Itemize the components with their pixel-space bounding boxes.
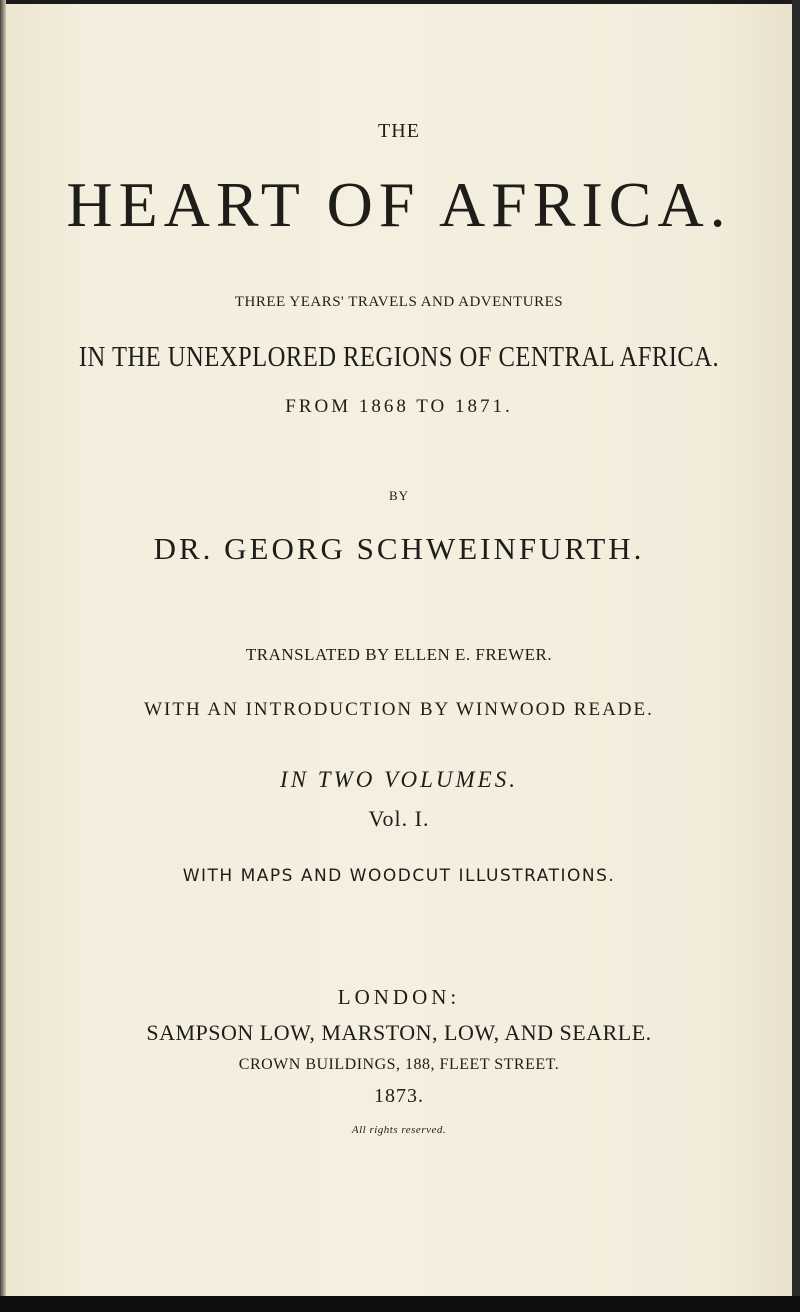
imprint-city: LONDON: [337,985,461,1009]
volume-number: Vol. I. [368,806,430,831]
dates-line: FROM 1868 TO 1871. [285,396,513,417]
page-bottom-edge [0,1296,800,1312]
translator-line: TRANSLATED BY ELLEN E. FREWER. [245,645,553,664]
volumes-line: IN TWO VOLUMES. [280,767,518,792]
rights-notice: All rights reserved. [351,1124,447,1136]
introduction-line: WITH AN INTRODUCTION BY WINWOOD READE. [144,699,654,720]
page-right-edge [792,0,800,1312]
title-the: THE [378,120,420,142]
illustrations-line: WITH MAPS AND WOODCUT ILLUSTRATIONS. [182,866,616,886]
author-name: DR. GEORG SCHWEINFURTH. [153,531,645,566]
imprint-year: 1873. [374,1085,424,1107]
by-line: BY [388,488,410,503]
title-page [6,4,792,1296]
region-line: IN THE UNEXPLORED REGIONS OF CENTRAL AFRICA. [78,342,720,373]
imprint-publisher: SAMPSON LOW, MARSTON, LOW, AND SEARLE. [146,1020,652,1045]
book-subtitle: THREE YEARS' TRAVELS AND ADVENTURES [234,294,564,310]
book-title: HEART OF AFRICA. [66,169,732,240]
imprint-address: CROWN BUILDINGS, 188, FLEET STREET. [238,1056,560,1073]
